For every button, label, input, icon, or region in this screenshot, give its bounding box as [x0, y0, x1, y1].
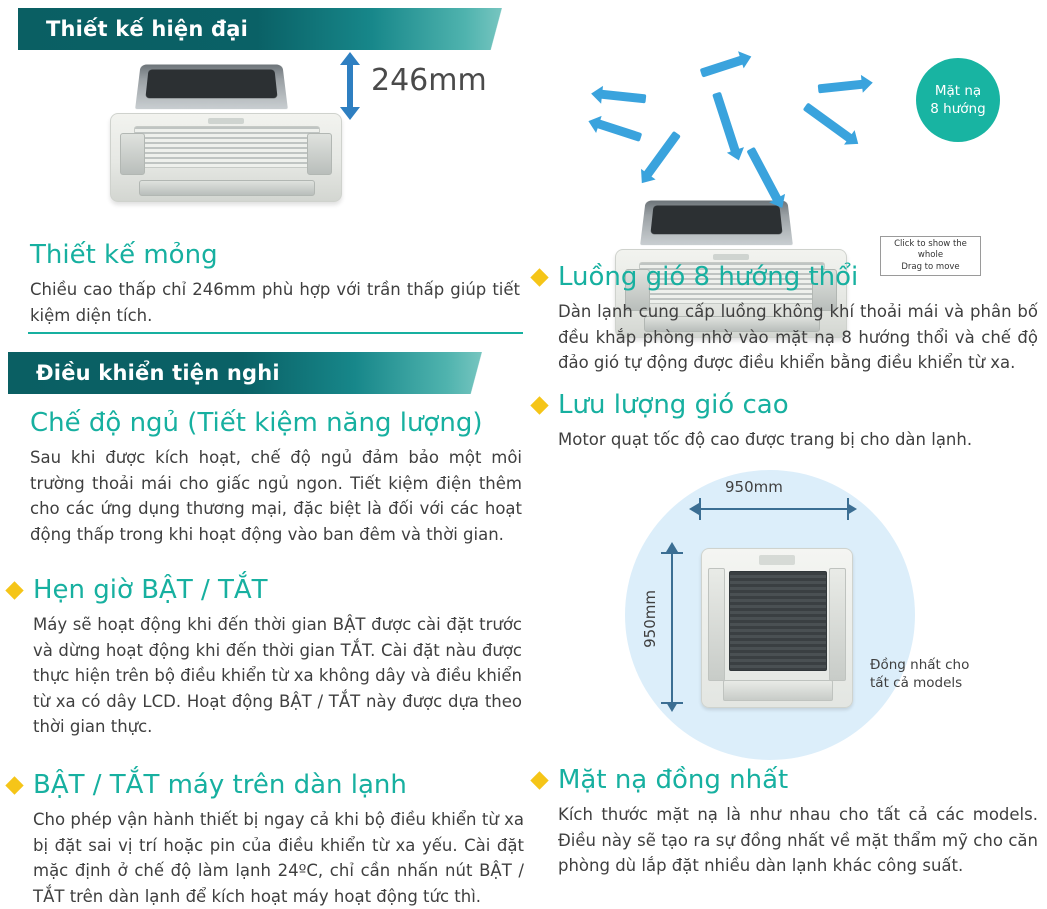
unit-louver-bottom — [723, 680, 833, 701]
dimension-arrow-horizontal — [699, 508, 847, 510]
height-callout-value: 246mm — [371, 63, 487, 98]
unit-logo-badge — [713, 254, 750, 260]
dimension-label-width: 950mm — [725, 478, 783, 496]
feature-title-high-volume: Lưu lượng gió cao — [558, 390, 789, 420]
airflow-arrow-top — [700, 55, 745, 77]
dimension-note-line-2: tất cả models — [870, 675, 963, 692]
feature-title-airflow-8way: Luồng gió 8 hướng thổi — [558, 262, 859, 292]
unit-logo-badge — [759, 555, 795, 564]
unit-body-duct — [650, 205, 782, 234]
dimension-arrow-vertical — [671, 552, 673, 702]
feature-text-airflow-8way: Dàn lạnh cung cấp luồng không khí thoải mái và phân bố đều khắp phòng nhờ vào mặt nạ 8 hướng thổi và chế độ đảo gió tự động được điều khiển bằng điều khiển từ xa. — [558, 302, 1038, 373]
bullet-diamond-icon — [530, 268, 548, 286]
unit-louver-left — [708, 568, 725, 681]
airflow-arrow-right-down — [803, 102, 854, 142]
unit-louver-right — [829, 568, 846, 681]
airflow-arrow-left-down — [643, 131, 681, 178]
feature-block-uniform-panel — [533, 765, 1038, 879]
section-header-modern-design — [18, 8, 538, 50]
feature-block-onoff-unit — [8, 770, 524, 909]
bullet-diamond-icon — [530, 396, 548, 414]
airflow-arrow-left-upper — [600, 90, 647, 104]
badge-line-2: 8 hướng — [930, 101, 986, 117]
unit-body-duct — [145, 69, 277, 98]
image-viewer-hint-line-2: Drag to move — [901, 261, 960, 272]
indoor-unit-image-thin — [110, 62, 340, 202]
feature-text-thin-design: Chiều cao thấp chỉ 246mm phù hợp với trần thấp giúp tiết kiệm diện tích. — [30, 280, 520, 325]
dimension-label-height: 950mm — [641, 590, 659, 648]
bullet-diamond-icon — [5, 776, 23, 794]
feature-block-timer — [8, 575, 522, 740]
section-header-modern-design-label: Thiết kế hiện đại — [46, 17, 249, 41]
airflow-arrow-left-lower — [596, 119, 643, 142]
feature-block-airflow-8way — [533, 262, 1038, 376]
unit-decoration-panel — [110, 113, 342, 202]
badge-line-1: Mặt nạ — [934, 82, 982, 99]
unit-intake-grille — [134, 126, 320, 168]
feature-title-onoff-unit: BẬT / TẮT máy trên dàn lạnh — [33, 770, 407, 800]
unit-louver-bottom — [139, 180, 316, 196]
feature-block-thin-design — [30, 240, 520, 328]
unit-logo-badge — [208, 118, 245, 124]
double-arrow-icon — [347, 64, 353, 108]
dimension-note-line-1: Đồng nhất cho — [870, 657, 970, 673]
feature-title-sleep-mode: Chế độ ngủ (Tiết kiệm năng lượng) — [30, 408, 483, 438]
feature-block-high-volume — [533, 390, 1038, 453]
airflow-arrow-center-down — [712, 92, 740, 154]
feature-text-sleep-mode: Sau khi được kích hoạt, chế độ ngủ đảm bảo một môi trường thoải mái cho giấc ngủ ngon. Tiết kiệm điện thêm cho các ứng dụng thương mại, đặc biệt là đối với các hoạt động thấp trong khi hoạt động vào ban đêm và thời gian. — [30, 448, 522, 544]
airflow-arrow-center-right-down — [746, 147, 781, 202]
bullet-diamond-icon — [5, 581, 23, 599]
section-header-control-comfort — [8, 352, 518, 394]
unit-intake-grille — [729, 571, 827, 671]
indoor-unit-top-view — [701, 548, 853, 708]
feature-block-sleep-mode — [30, 408, 522, 547]
feature-title-uniform-panel: Mặt nạ đồng nhất — [558, 765, 789, 795]
airflow-arrow-right-upper — [818, 80, 865, 94]
feature-text-timer: Máy sẽ hoạt động khi đến thời gian BẬT được cài đặt trước và dừng hoạt động khi đến thời gian TẮT. Cài đặt nàu được thực hiện trên bộ điều khiển từ xa không dây và điều khiển từ xa có dây LCD. Hoạt động BẬT / TẮT này được dựa theo thời gian thực. — [33, 615, 522, 737]
dimension-diagram — [625, 470, 970, 760]
bullet-diamond-icon — [530, 771, 548, 789]
section-divider — [28, 332, 523, 334]
feature-text-high-volume: Motor quạt tốc độ cao được trang bị cho dàn lạnh. — [558, 430, 973, 450]
feature-title-thin-design: Thiết kế mỏng — [30, 240, 218, 270]
badge-8way-mask — [916, 58, 1000, 142]
dimension-note — [870, 656, 990, 692]
feature-text-onoff-unit: Cho phép vận hành thiết bị ngay cả khi bộ điều khiển từ xa bị đặt sai vị trí hoặc pin của điều khiển từ xa yếu. Cài đặt mặc định ở chế độ làm lạnh 24ºC, chỉ cần nhấn nút BẬT / TẮT trên dàn lạnh để kích hoạt máy hoạt động tức thì. — [33, 810, 524, 906]
unit-louver-right — [307, 133, 332, 175]
image-viewer-hint-line-1: Click to show the whole — [894, 239, 967, 261]
height-callout — [337, 60, 507, 115]
section-header-control-comfort-label: Điều khiển tiện nghi — [36, 361, 280, 385]
feature-title-timer: Hẹn giờ BẬT / TẮT — [33, 575, 268, 605]
unit-louver-left — [120, 133, 145, 175]
feature-text-uniform-panel: Kích thước mặt nạ là như nhau cho tất cả các models. Điều này sẽ tạo ra sự đồng nhất về mặt thẩm mỹ cho căn phòng dù lắp đặt nhiều dàn lạnh khác công suất. — [558, 805, 1038, 876]
